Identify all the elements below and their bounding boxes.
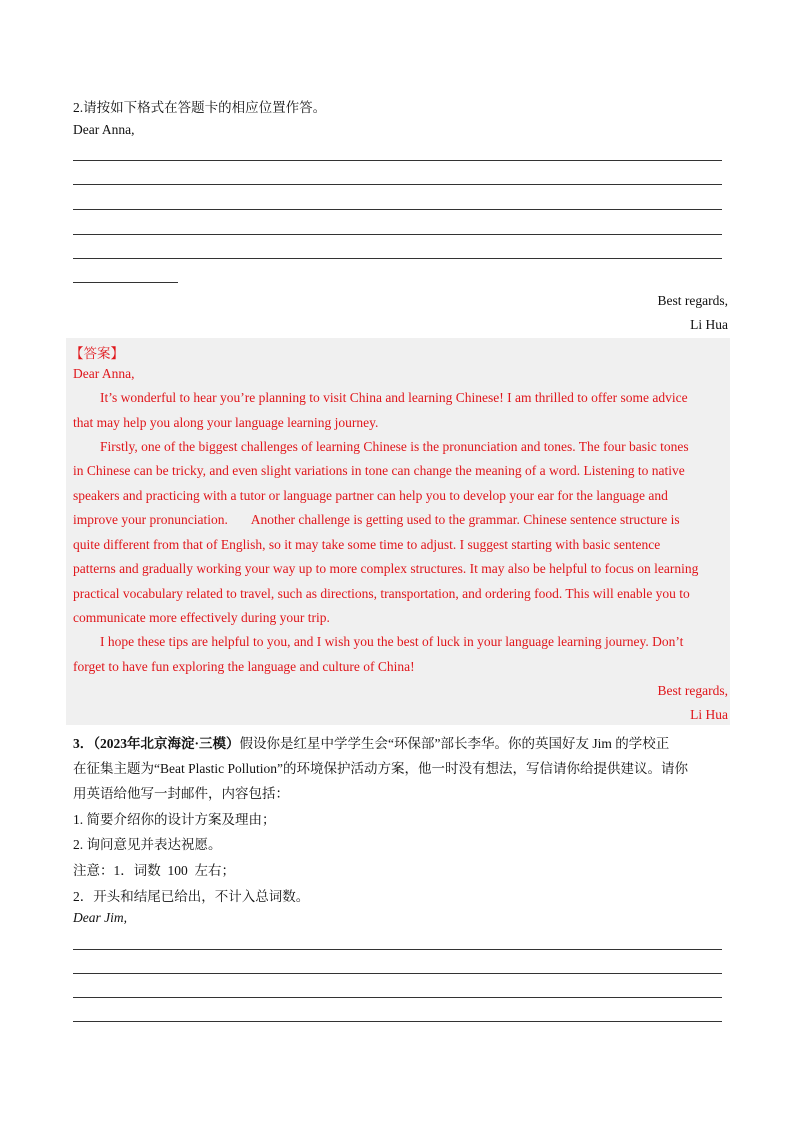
q3-note-1: 注意：1．词数 100 左右； [73,863,235,878]
answer-line-text: It’s wonderful to hear you’re planning to visit China and learning Chinese! I am thrilled to offer some advice [73,390,688,405]
answer-line[interactable] [73,949,722,950]
q3-prompt-line3: 用英语给他写一封邮件，内容包括： [73,786,289,801]
answer-line-text: quite different from that of English, so it may take some time to adjust. I suggest starting with basic sentence [73,537,661,552]
answer-line-text: communicate more effectively during your trip. [73,610,330,625]
q3-source: （2023年北京海淀·三模） [93,736,240,751]
answer-line-text: that may help you along your language learning journey. [73,415,379,430]
answer-label: 【答案】 [70,346,124,361]
q3-prompt-line2: 在征集主题为“Beat Plastic Pollution”的环境保护活动方案，他一时没有想法，写信请你给提供建议。请你 [73,761,688,776]
answer-line[interactable] [73,234,722,235]
q3-item-2: 2. 询问意见并表达祝愿。 [73,837,222,852]
answer-line-text: practical vocabulary related to travel, such as directions, transportation, and ordering food. This will enable you to [73,586,690,601]
q3-item-1: 1. 简要介绍你的设计方案及理由； [73,812,276,827]
answer-line-text: forget to have fun exploring the language and culture of China! [73,659,415,674]
answer-line-text: I hope these tips are helpful to you, and I wish you the best of luck in your language learning journey. Don’t [73,634,684,649]
answer-line[interactable] [73,258,722,259]
q2-signature: Li Hua [690,317,728,332]
answer-line-text: improve your pronunciation. Another challenge is getting used to the grammar. Chinese sentence structure is [73,512,680,527]
answer-greeting: Dear Anna, [73,366,135,381]
q2-closing: Best regards, [657,293,728,308]
q3-prompt [73,732,669,752]
answer-closing: Best regards, [657,683,728,698]
answer-line[interactable] [73,997,722,998]
answer-signature: Li Hua [690,707,728,722]
q3-note-2: 2．开头和结尾已给出，不计入总词数。 [73,889,310,904]
answer-line-text: patterns and gradually working your way up to more complex structures. It may also be helpful to focus on learning [73,561,699,576]
answer-line[interactable] [73,1021,722,1022]
answer-line[interactable] [73,973,722,974]
answer-line[interactable] [73,209,722,210]
q2-greeting: Dear Anna, [73,122,135,137]
answer-line[interactable] [73,184,722,185]
answer-line-text: Firstly, one of the biggest challenges of learning Chinese is the pronunciation and tones. The four basic tones [73,439,689,454]
answer-line-text: speakers and practicing with a tutor or language partner can help you to develop your ear for the language and [73,488,668,503]
q3-greeting: Dear Jim, [73,910,127,925]
q2-instruction: 2.请按如下格式在答题卡的相应位置作答。 [73,100,327,115]
answer-line[interactable] [73,160,722,161]
answer-line[interactable] [73,282,178,283]
q3-prompt-line1: 假设你是红星中学学生会“环保部”部长李华。你的英国好友 Jim 的学校正 [239,736,670,751]
answer-line-text: in Chinese can be tricky, and even slight variations in tone can change the meaning of a word. Listening to native [73,463,685,478]
q3-number: 3． [73,736,94,751]
